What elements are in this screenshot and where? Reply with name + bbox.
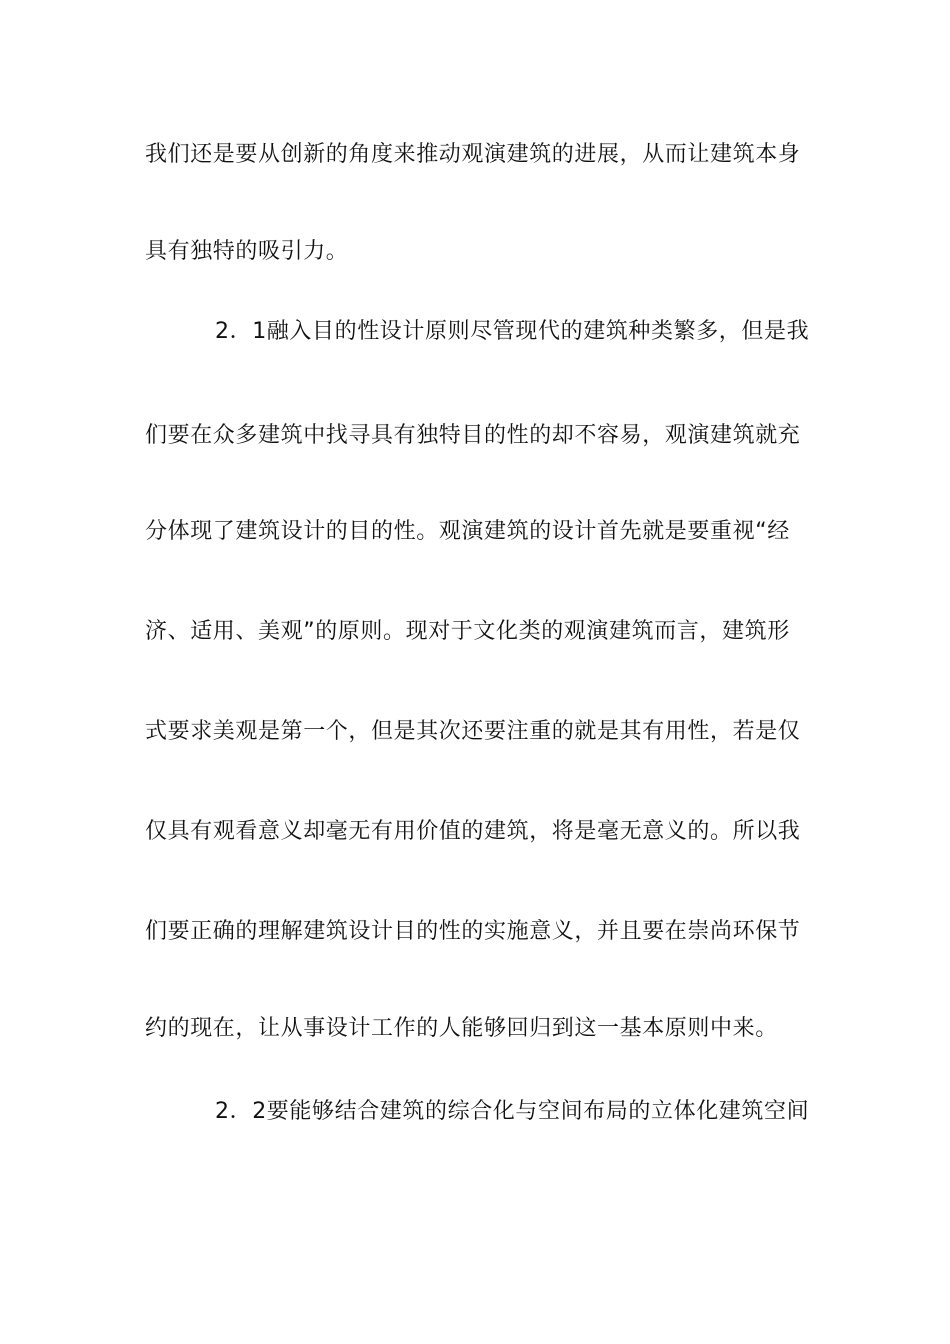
paragraph-line: 仅具有观看意义却毫无有用价值的建筑，将是毫无意义的。所以我 [145,819,801,844]
paragraph-line: 分体现了建筑设计的目的性。观演建筑的设计首先就是要重视“经 [145,519,790,544]
paragraph-line: 式要求美观是第一个，但是其次还要注重的就是其有用性，若是仅 [145,719,801,744]
paragraph-line: 我们还是要从创新的角度来推动观演建筑的进展，从而让建筑本身 [145,142,801,167]
paragraph-line: 们要在众多建筑中找寻具有独特目的性的却不容易，观演建筑就充 [145,423,801,448]
section-heading-line: 2．1融入目的性设计原则尽管现代的建筑种类繁多，但是我 [215,319,810,344]
section-heading-line: 2．2要能够结合建筑的综合化与空间布局的立体化建筑空间 [215,1099,810,1124]
paragraph-line: 济、适用、美观”的原则。现对于文化类的观演建筑而言，建筑形 [145,619,790,644]
paragraph-line: 约的现在，让从事设计工作的人能够回归到这一基本原则中来。 [145,1016,778,1041]
paragraph-line: 们要正确的理解建筑设计目的性的实施意义，并且要在崇尚环保节 [145,919,801,944]
paragraph-line: 具有独特的吸引力。 [145,239,349,264]
